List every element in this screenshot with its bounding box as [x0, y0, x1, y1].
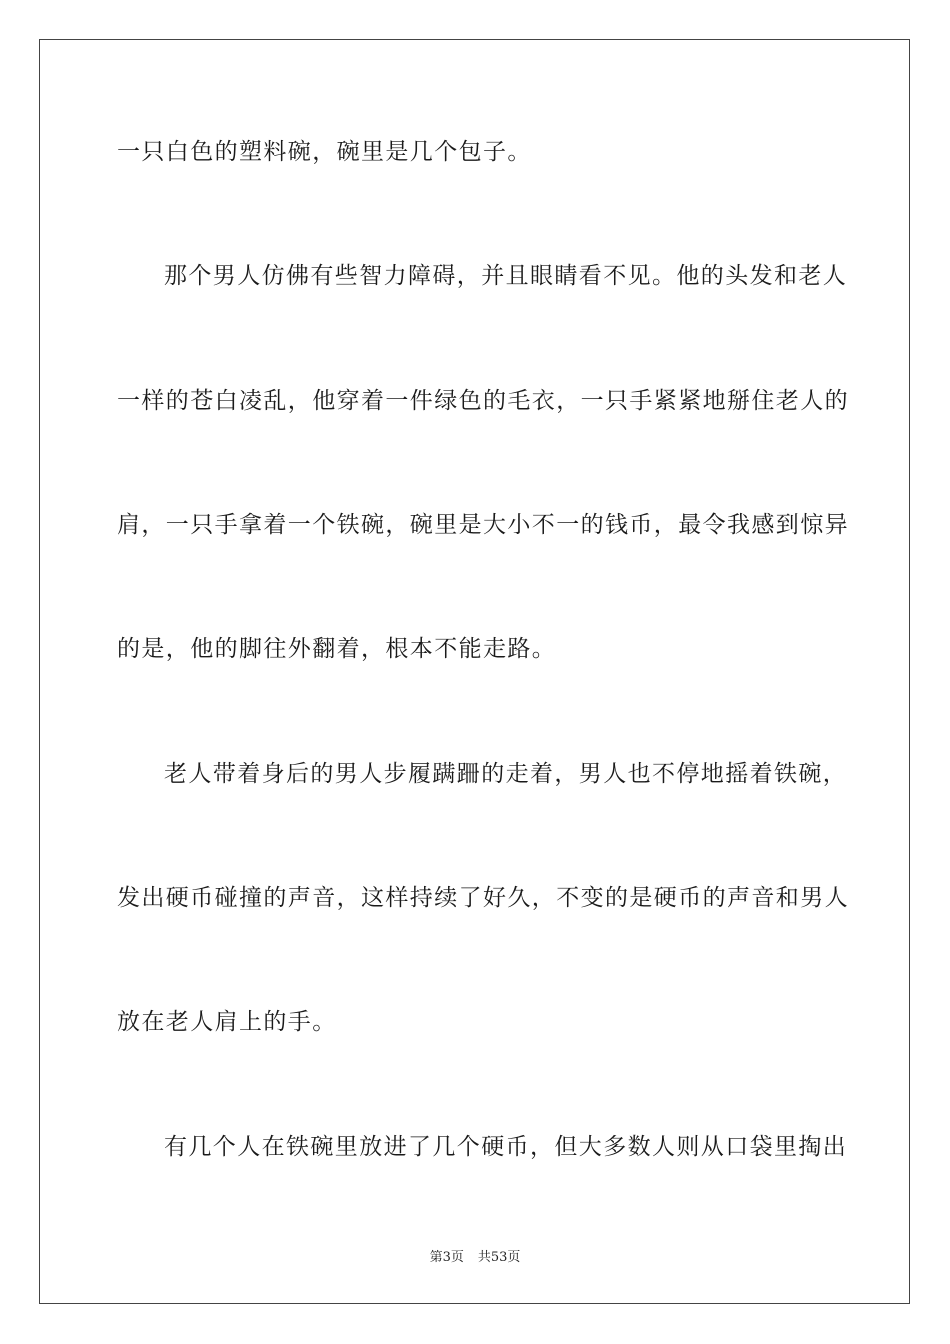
text-line-3: 一样的苍白凌乱，他穿着一件绿色的毛衣，一只手紧紧地掰住老人的: [117, 388, 849, 414]
page-total: 共53页: [477, 1250, 521, 1265]
text-line-8: 放在老人肩上的手。: [117, 1009, 337, 1035]
page-border: [39, 39, 910, 1304]
text-line-2: 那个男人仿佛有些智力障碍，并且眼睛看不见。他的头发和老人: [164, 263, 848, 289]
text-line-1: 一只白色的塑料碗，碗里是几个包子。: [117, 139, 532, 165]
text-line-9: 有几个人在铁碗里放进了几个硬币，但大多数人则从口袋里掏出: [164, 1134, 848, 1160]
text-line-7: 发出硬币碰撞的声音，这样持续了好久，不变的是硬币的声音和男人: [117, 885, 849, 911]
text-line-6: 老人带着身后的男人步履蹒跚的走着，男人也不停地摇着铁碗，: [164, 761, 848, 787]
page-number: 第3页: [429, 1250, 464, 1265]
page-footer: [0, 1246, 950, 1265]
text-line-5: 的是，他的脚往外翻着，根本不能走路。: [117, 636, 557, 662]
text-line-4: 肩，一只手拿着一个铁碗，碗里是大小不一的钱币，最令我感到惊异: [117, 512, 849, 538]
